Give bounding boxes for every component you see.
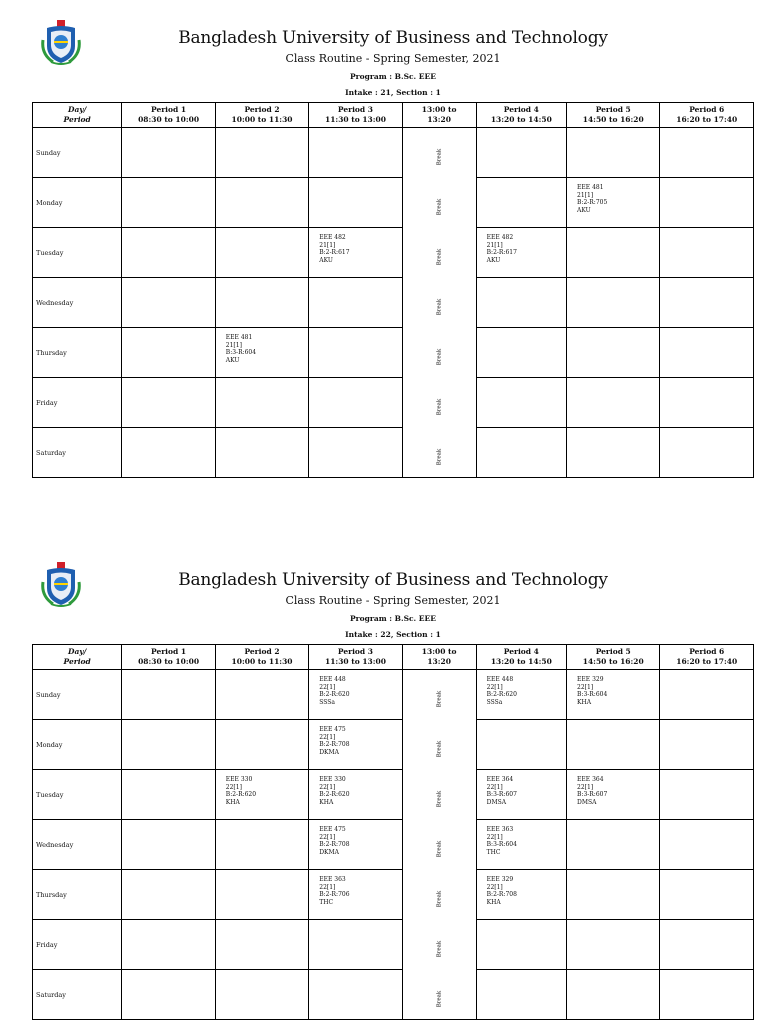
period-header: Period 2 10:00 to 11:30 [215,645,308,670]
day-row [33,178,754,228]
class-slot [660,920,754,970]
course-code: EEE 481 [225,334,253,341]
class-slot [215,970,308,1020]
class-slot [309,970,402,1020]
day-row [33,920,754,970]
teacher-initials: AKU [577,206,591,214]
class-slot [309,820,402,870]
class-slot [309,378,402,428]
class-slot [567,720,660,770]
break-label: Break [436,790,443,808]
program-label: Program : B.Sc. EEE [350,72,436,81]
class-entry [216,328,308,364]
class-slot [476,870,566,920]
intake-section: 22[1] [486,783,503,791]
class-slot [309,720,402,770]
class-entry [309,870,401,906]
course-code: EEE 330 [225,776,253,783]
break-label: Break [436,990,443,1008]
teacher-initials: DKMA [319,848,340,856]
class-slot [122,428,215,478]
day-row [33,870,754,920]
class-slot [215,870,308,920]
class-entry [477,870,566,906]
teacher-initials: SSSa [319,698,335,706]
period-header: Period 6 16:20 to 17:40 [660,103,754,128]
class-slot [309,770,402,820]
class-slot [660,128,754,178]
class-slot [215,920,308,970]
room: B:2-R:706 [319,891,350,899]
teacher-initials: SSSa [486,698,503,706]
break-cell [402,670,476,720]
class-slot [476,278,566,328]
break-label: Break [436,198,443,216]
day-row [33,428,754,478]
class-slot [215,128,308,178]
class-slot [122,920,215,970]
period-header: Period 6 16:20 to 17:40 [660,645,754,670]
intake-section: 21[1] [225,341,242,349]
day-label: Thursday [33,870,122,920]
course-code: EEE 363 [486,826,514,833]
room: B:2-R:620 [486,691,517,699]
room: B:2-R:617 [319,249,350,257]
class-slot [476,428,566,478]
class-slot [567,128,660,178]
day-label: Tuesday [33,770,122,820]
break-label: Break [436,890,443,908]
class-entry [309,770,401,806]
class-slot [309,870,402,920]
period-header: Period 1 08:30 to 10:00 [122,103,215,128]
break-cell [402,378,476,428]
class-slot [476,970,566,1020]
room: B:2-R:708 [319,741,350,749]
class-slot [215,228,308,278]
teacher-initials: AKU [319,256,333,264]
class-entry [477,820,566,856]
class-slot [476,328,566,378]
break-cell [402,178,476,228]
class-slot [567,820,660,870]
class-slot [567,770,660,820]
class-slot [122,770,215,820]
header-row [33,645,754,670]
day-label: Saturday [33,428,122,478]
class-slot [660,328,754,378]
class-slot [476,178,566,228]
break-cell [402,720,476,770]
day-row [33,228,754,278]
class-slot [122,670,215,720]
break-cell [402,970,476,1020]
room: B:3-R:607 [486,791,517,799]
class-slot [215,820,308,870]
class-slot [122,128,215,178]
day-label: Monday [33,720,122,770]
day-label: Sunday [33,128,122,178]
class-entry [567,178,659,214]
break-label: Break [436,148,443,166]
period-header: Period 5 14:50 to 16:20 [567,103,660,128]
course-code: EEE 482 [486,234,514,241]
course-code: EEE 364 [486,776,514,783]
class-slot [660,178,754,228]
day-row [33,970,754,1020]
intake-label: Intake : 22, Section : 1 [345,630,441,639]
class-slot [215,428,308,478]
course-code: EEE 481 [577,184,604,191]
day-row [33,278,754,328]
routine-subtitle: Class Routine - Spring Semester, 2021 [285,594,501,607]
break-cell [402,770,476,820]
break-label: Break [436,690,443,708]
break-cell [402,228,476,278]
course-code: EEE 448 [319,676,346,683]
class-entry [567,670,659,706]
day-label: Wednesday [33,278,122,328]
class-slot [660,970,754,1020]
break-cell [402,920,476,970]
teacher-initials: DKMA [319,748,340,756]
room: B:2-R:708 [319,841,350,849]
day-row [33,820,754,870]
class-slot [476,820,566,870]
teacher-initials: AKU [486,256,501,264]
class-slot [660,278,754,328]
class-slot [567,970,660,1020]
break-label: Break [436,740,443,758]
class-slot [122,328,215,378]
program-label: Program : B.Sc. EEE [350,614,436,623]
break-cell [402,870,476,920]
period-header: Period 2 10:00 to 11:30 [215,103,308,128]
room: B:3-R:607 [577,791,608,799]
intake-section: 21[1] [319,241,336,249]
teacher-initials: AKU [225,356,240,364]
class-slot [309,128,402,178]
class-slot [309,228,402,278]
break-label: Break [436,248,443,266]
room: B:2-R:708 [486,891,517,899]
class-slot [476,670,566,720]
period-header: Period 4 13:20 to 14:50 [476,103,566,128]
intake-section: 22[1] [577,783,594,791]
day-label: Wednesday [33,820,122,870]
class-entry [567,770,659,806]
course-code: EEE 448 [486,676,514,683]
break-cell [402,128,476,178]
class-slot [122,870,215,920]
class-slot [215,720,308,770]
intake-section: 21[1] [577,191,594,199]
teacher-initials: DMSA [577,798,597,806]
class-slot [122,820,215,870]
teacher-initials: THC [319,898,334,906]
intake-section: 22[1] [319,683,336,691]
break-cell [402,820,476,870]
period-header: Period 3 11:30 to 13:00 [309,103,402,128]
break-cell [402,278,476,328]
class-slot [476,378,566,428]
class-slot [309,670,402,720]
day-row [33,770,754,820]
intake-section: 22[1] [225,783,242,791]
class-slot [660,770,754,820]
class-slot [215,670,308,720]
intake-section: 22[1] [319,883,336,891]
day-period-header: Day/ Period [33,645,122,670]
teacher-initials: KHA [225,798,240,806]
day-row [33,378,754,428]
break-label: Break [436,840,443,858]
intake-section: 22[1] [577,683,594,691]
class-entry [477,670,566,706]
class-slot [660,820,754,870]
break-label: Break [436,448,443,466]
class-slot [122,378,215,428]
intake-label: Intake : 21, Section : 1 [345,88,441,97]
break-cell [402,328,476,378]
class-slot [660,228,754,278]
class-entry [309,228,401,264]
class-slot [122,178,215,228]
course-code: EEE 329 [577,676,604,683]
teacher-initials: KHA [577,698,592,706]
period-header: Period 4 13:20 to 14:50 [476,645,566,670]
room: B:2-R:620 [319,791,350,799]
class-slot [476,920,566,970]
class-slot [215,328,308,378]
class-slot [567,920,660,970]
class-slot [476,128,566,178]
class-slot [309,428,402,478]
class-slot [122,970,215,1020]
class-entry [309,720,401,756]
routine-block [32,562,754,1024]
room: B:2-R:620 [319,691,350,699]
teacher-initials: THC [486,848,501,856]
intake-section: 22[1] [319,783,336,791]
class-slot [567,378,660,428]
room: B:2-R:705 [577,199,608,207]
room: B:3-R:604 [225,349,257,357]
day-row [33,670,754,720]
class-slot [660,720,754,770]
day-label: Friday [33,920,122,970]
day-label: Sunday [33,670,122,720]
break-label: Break [436,398,443,416]
day-row [33,720,754,770]
class-slot [122,278,215,328]
class-slot [215,178,308,228]
class-slot [122,228,215,278]
day-label: Friday [33,378,122,428]
class-slot [567,428,660,478]
course-code: EEE 475 [319,726,346,733]
class-slot [660,428,754,478]
break-time-header: 13:00 to 13:20 [402,645,476,670]
class-entry [477,228,566,264]
class-slot [567,228,660,278]
class-slot [567,328,660,378]
class-slot [567,870,660,920]
intake-section: 22[1] [486,883,503,891]
course-code: EEE 363 [319,876,346,883]
break-label: Break [436,348,443,366]
day-label: Thursday [33,328,122,378]
class-slot [567,670,660,720]
header-row [33,103,754,128]
routine-table [32,644,754,1020]
university-title: Bangladesh University of Business and Technology [178,28,608,48]
course-code: EEE 475 [319,826,346,833]
day-period-header: Day/ Period [33,103,122,128]
period-header: Period 3 11:30 to 13:00 [309,645,402,670]
university-title: Bangladesh University of Business and Technology [178,570,608,590]
class-slot [309,178,402,228]
day-row [33,128,754,178]
class-slot [476,228,566,278]
class-slot [476,720,566,770]
class-slot [215,770,308,820]
class-slot [215,378,308,428]
class-slot [122,720,215,770]
day-label: Tuesday [33,228,122,278]
class-entry [309,820,401,856]
room: B:3-R:604 [486,841,517,849]
class-slot [660,870,754,920]
class-slot [567,178,660,228]
teacher-initials: KHA [486,898,501,906]
class-slot [567,278,660,328]
day-row [33,328,754,378]
intake-section: 22[1] [486,833,503,841]
routine-block [32,20,754,482]
break-time-header: 13:00 to 13:20 [402,103,476,128]
class-entry [216,770,308,806]
course-code: EEE 330 [319,776,346,783]
intake-section: 22[1] [486,683,503,691]
class-entry [477,770,566,806]
day-label: Saturday [33,970,122,1020]
routine-subtitle: Class Routine - Spring Semester, 2021 [285,52,501,65]
class-slot [309,328,402,378]
course-code: EEE 482 [319,234,346,241]
class-slot [309,278,402,328]
room: B:3-R:604 [577,691,608,699]
intake-section: 22[1] [319,733,336,741]
break-cell [402,428,476,478]
period-header: Period 1 08:30 to 10:00 [122,645,215,670]
class-slot [309,920,402,970]
intake-section: 21[1] [486,241,503,249]
room: B:2-R:620 [225,791,257,799]
intake-section: 22[1] [319,833,336,841]
class-slot [660,670,754,720]
break-label: Break [436,298,443,316]
class-entry [309,670,401,706]
class-slot [476,770,566,820]
class-slot [660,378,754,428]
day-label: Monday [33,178,122,228]
course-code: EEE 329 [486,876,514,883]
teacher-initials: DMSA [486,798,507,806]
routine-table [32,102,754,478]
teacher-initials: KHA [319,798,334,806]
course-code: EEE 364 [577,776,604,783]
class-slot [215,278,308,328]
break-label: Break [436,940,443,958]
period-header: Period 5 14:50 to 16:20 [567,645,660,670]
room: B:2-R:617 [486,249,517,257]
